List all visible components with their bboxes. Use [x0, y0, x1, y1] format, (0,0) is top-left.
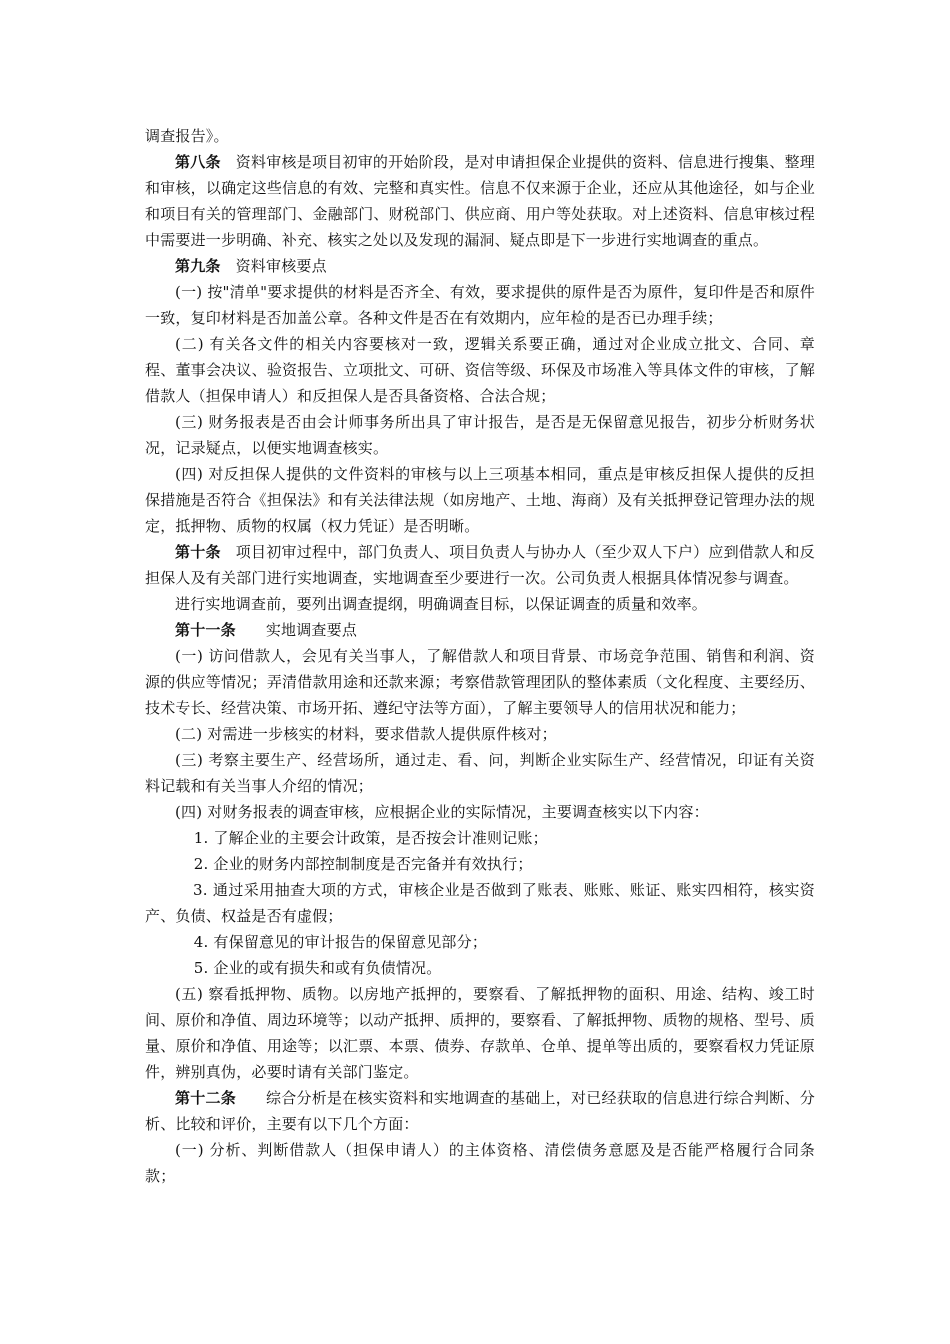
- article-9-text: 资料审核要点: [235, 257, 327, 275]
- article-12-heading: 第十二条: [175, 1089, 237, 1107]
- article-11-item-1: (一) 访问借款人，会见有关当事人，了解借款人和项目背景、市场竞争范围、销售和利润、资源的供应等情况；弄清借款用途和还款来源；考察借款管理团队的整体素质（文化程度、主要经历、技术专长、经营决策、市场开拓、遵纪守法等方面），了解主要领导人的信用状况和能力；: [145, 647, 815, 717]
- article-8-heading: 第八条: [175, 153, 221, 171]
- article-11-subitem-1: 1. 了解企业的主要会计政策，是否按会计准则记账；: [193, 829, 548, 847]
- document-body: [145, 123, 815, 1189]
- article-11-item-3: (三) 考察主要生产、经营场所，通过走、看、问，判断企业实际生产、经营情况，印证有关资料记载和有关当事人介绍的情况；: [145, 751, 815, 795]
- article-11-subitem-4: 4. 有保留意见的审计报告的保留意见部分；: [193, 933, 488, 951]
- article-9-item-2: (二) 有关各文件的相关内容要核对一致，逻辑关系要正确，通过对企业成立批文、合同、章程、董事会决议、验资报告、立项批文、可研、资信等级、环保及市场准入等具体文件的审核，了解借款人（担保申请人）和反担保人是否具备资格、合法合规；: [145, 335, 815, 405]
- article-11-item-4: (四) 对财务报表的调查审核，应根据企业的实际情况，主要调查核实以下内容：: [175, 803, 709, 821]
- article-12-item-1: (一) 分析、判断借款人（担保申请人）的主体资格、清偿债务意愿及是否能严格履行合同条款；: [145, 1141, 815, 1185]
- article-11-subitem-5: 5. 企业的或有损失和或有负债情况。: [193, 959, 442, 977]
- article-11-item-2: (二) 对需进一步核实的材料，要求借款人提供原件核对；: [175, 725, 557, 743]
- article-11-heading: 第十一条: [175, 621, 236, 639]
- article-9-item-4: (四) 对反担保人提供的文件资料的审核与以上三项基本相同，重点是审核反担保人提供的反担保措施是否符合《担保法》和有关法律法规（如房地产、土地、海商）及有关抵押登记管理办法的规定，抵押物、质物的权属（权力凭证）是否明晰。: [145, 465, 815, 535]
- article-10-heading: 第十条: [175, 543, 221, 561]
- paragraph-continuation: 调查报告》。: [145, 127, 229, 145]
- article-8-text: 资料审核是项目初审的开始阶段，是对申请担保企业提供的资料、信息进行搜集、整理和审核，以确定这些信息的有效、完整和真实性。信息不仅来源于企业，还应从其他途径，如与企业和项目有关的管理部门、金融部门、财税部门、供应商、用户等处获取。对上述资料、信息审核过程中需要进一步明确、补充、核实之处以及发现的漏洞、疑点即是下一步进行实地调查的重点。: [145, 153, 815, 249]
- article-10: [145, 539, 815, 591]
- article-9-heading: 第九条: [175, 257, 221, 275]
- article-11: [145, 617, 815, 643]
- article-10-note: 进行实地调查前，要列出调查提纲，明确调查目标，以保证调查的质量和效率。: [175, 595, 708, 613]
- article-10-text: 项目初审过程中，部门负责人、项目负责人与协办人（至少双人下户）应到借款人和反担保人及有关部门进行实地调查，实地调查至少要进行一次。公司负责人根据具体情况参与调查。: [145, 543, 815, 587]
- article-12-text: 综合分析是在核实资料和实地调查的基础上，对已经获取的信息进行综合判断、分析、比较和评价，主要有以下几个方面：: [145, 1089, 815, 1133]
- article-11-subitem-3: 3. 通过采用抽查大项的方式，审核企业是否做到了账表、账账、账证、账实四相符，核实资产、负债、权益是否有虚假；: [145, 881, 815, 925]
- article-8: [145, 149, 815, 253]
- article-11-item-5: (五) 察看抵押物、质物。以房地产抵押的，要察看、了解抵押物的面积、用途、结构、竣工时间、原价和净值、周边环境等；以动产抵押、质押的，要察看、了解抵押物、质物的规格、型号、质量、原价和净值、用途等；以汇票、本票、债券、存款单、仓单、提单等出质的，要察看权力凭证原件，辨别真伪，必要时请有关部门鉴定。: [145, 985, 815, 1081]
- article-11-subitem-2: 2. 企业的财务内部控制制度是否完备并有效执行；: [193, 855, 533, 873]
- article-12: [145, 1085, 815, 1137]
- article-9-item-1: (一) 按"清单"要求提供的材料是否齐全、有效，要求提供的原件是否为原件，复印件是否和原件一致，复印材料是否加盖公章。各种文件是否在有效期内，应年检的是否已办理手续；: [145, 283, 815, 327]
- article-9: [145, 253, 815, 279]
- article-9-item-3: (三) 财务报表是否由会计师事务所出具了审计报告，是否是无保留意见报告，初步分析财务状况，记录疑点，以便实地调查核实。: [145, 413, 815, 457]
- article-11-text: 实地调查要点: [265, 621, 358, 639]
